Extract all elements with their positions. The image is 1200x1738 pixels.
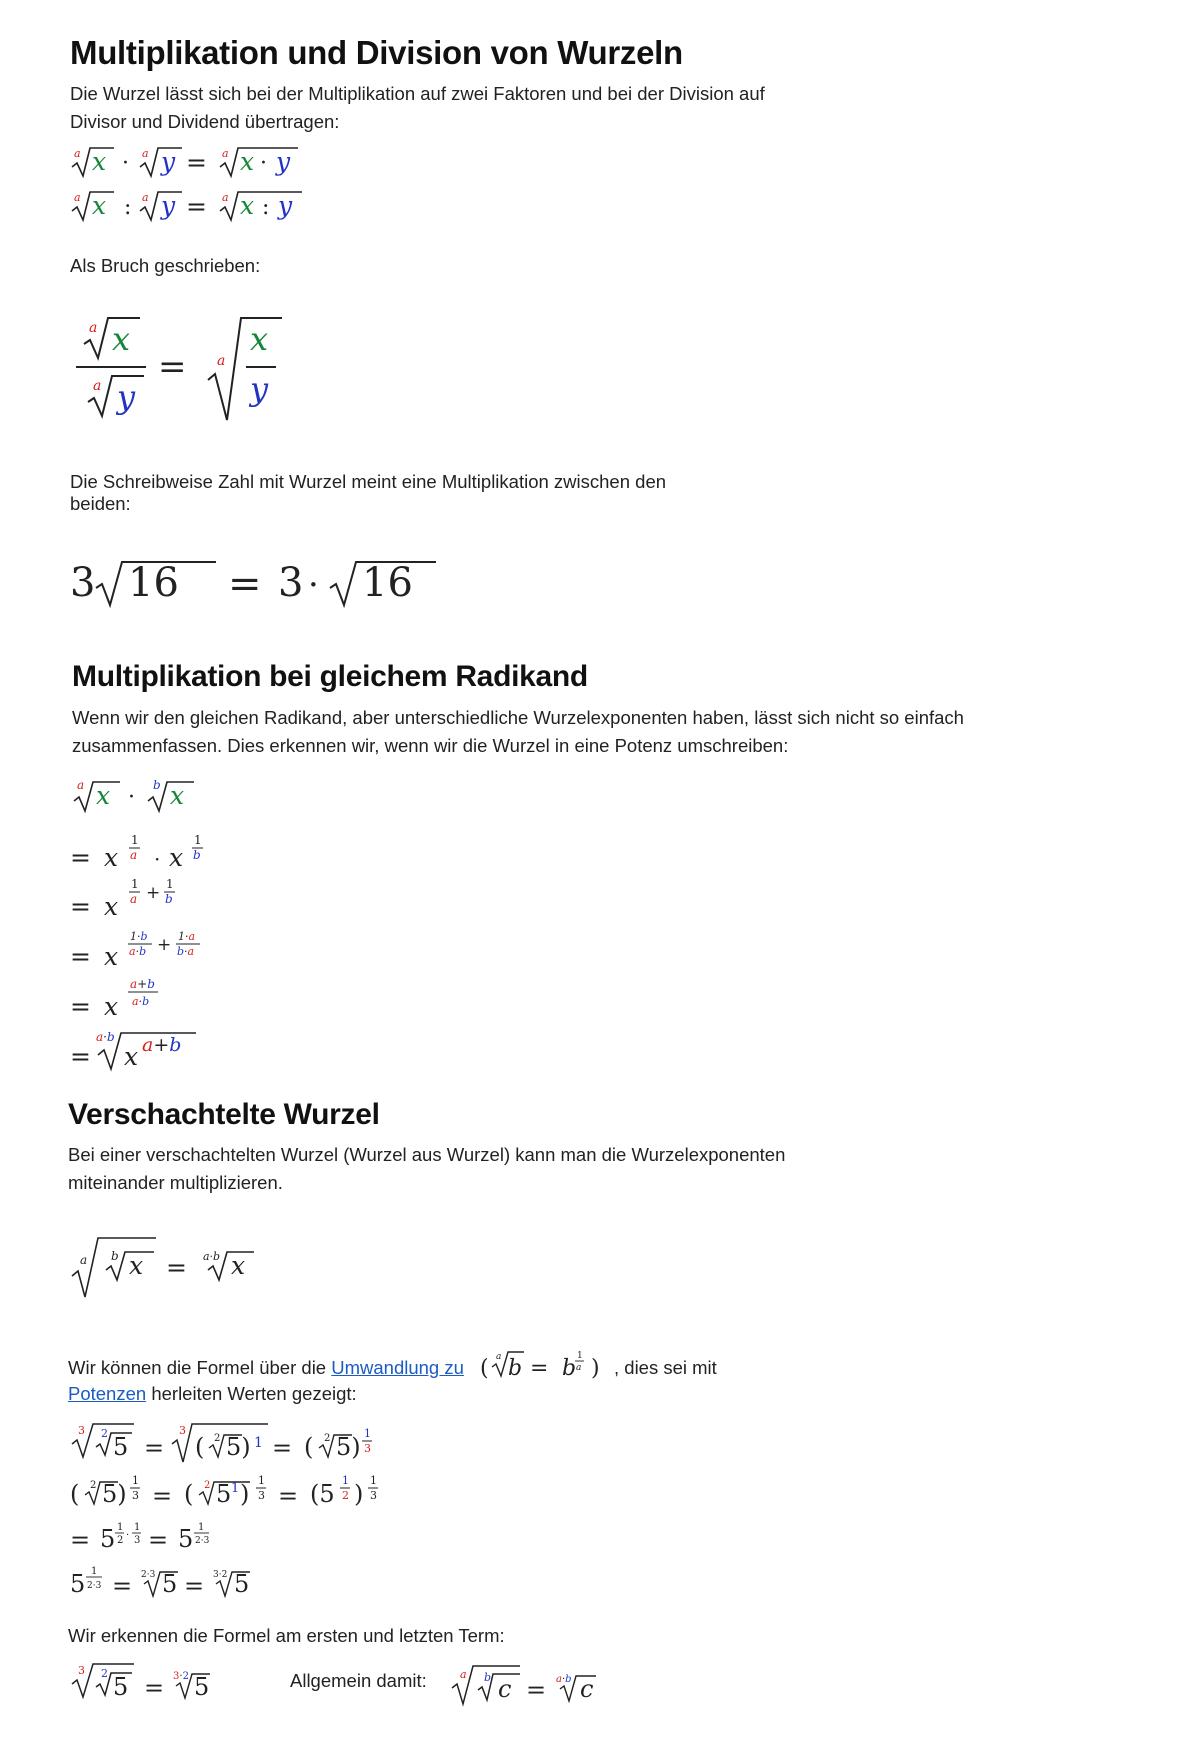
svg-text:x: x [170, 781, 185, 810]
svg-text:1·b: 1·b [130, 930, 148, 943]
svg-text:1: 1 [370, 1474, 377, 1487]
svg-text:a: a [222, 147, 229, 160]
svg-text:a: a [93, 378, 102, 394]
svg-text:3: 3 [258, 1489, 265, 1502]
svg-text:=: = [166, 1253, 187, 1282]
svg-text:2: 2 [324, 1433, 331, 1444]
svg-text:5: 5 [70, 1570, 86, 1598]
svg-text:5: 5 [234, 1570, 250, 1598]
svg-text:a: a [77, 778, 85, 792]
svg-text::: : [124, 195, 132, 220]
svg-text:16: 16 [128, 560, 179, 606]
svg-text:=: = [70, 992, 91, 1021]
svg-text:a: a [74, 191, 81, 204]
svg-text:y: y [117, 378, 136, 416]
formula-root-to-power [478, 1343, 610, 1385]
svg-text:2: 2 [101, 1427, 108, 1440]
svg-text:b: b [484, 1671, 492, 1684]
svg-text:2: 2 [214, 1433, 221, 1444]
svg-text:x: x [240, 147, 255, 176]
formula-mult-div [70, 140, 330, 235]
svg-text:3: 3 [78, 1424, 85, 1437]
svg-text:x: x [96, 781, 111, 810]
svg-text:5: 5 [113, 1433, 129, 1461]
svg-text:·: · [308, 565, 319, 605]
svg-text:2·3: 2·3 [87, 1581, 102, 1591]
svg-text:2: 2 [204, 1480, 211, 1491]
svg-text:2: 2 [117, 1535, 124, 1546]
svg-text:x: x [240, 191, 255, 220]
svg-text:b: b [165, 892, 173, 906]
svg-text:a·b: a·b [203, 1250, 221, 1263]
svg-text:a: a [460, 1668, 467, 1681]
intro-line-2: Divisor und Dividend übertragen: [70, 111, 340, 132]
svg-text:a: a [130, 892, 138, 906]
svg-text:b: b [508, 1356, 523, 1381]
svg-text:=: = [272, 1434, 293, 1462]
svg-text:(: ( [480, 1356, 489, 1381]
formula-multiplication [72, 147, 298, 177]
svg-text:x: x [92, 191, 107, 220]
svg-text:3: 3 [134, 1535, 141, 1546]
svg-text:(5: (5 [310, 1480, 335, 1508]
svg-text:c: c [580, 1675, 594, 1703]
svg-text:5: 5 [194, 1673, 210, 1701]
svg-text:b: b [111, 1249, 119, 1263]
svg-text:=: = [184, 1572, 205, 1600]
svg-text:y: y [250, 370, 269, 408]
svg-text:1·a: 1·a [178, 930, 196, 943]
fraction-label: Als Bruch geschrieben: [70, 255, 261, 276]
svg-text:y: y [161, 191, 176, 220]
formula-same-radicand [68, 775, 328, 1075]
svg-text:1: 1 [134, 1522, 141, 1533]
potenzen-link[interactable]: Potenzen [68, 1383, 147, 1404]
nested-root-line-2: miteinander multiplizieren. [68, 1172, 283, 1193]
formula-derivation-steps [68, 1420, 488, 1608]
svg-text:5: 5 [113, 1673, 129, 1701]
svg-text:·: · [122, 151, 129, 176]
number-root-text [70, 468, 970, 518]
svg-text:b: b [562, 1356, 577, 1381]
svg-text:1: 1 [166, 877, 174, 891]
svg-text:+: + [157, 935, 172, 955]
svg-text:·: · [128, 785, 135, 810]
svg-text:1: 1 [254, 1435, 263, 1451]
svg-text:1: 1 [117, 1522, 124, 1533]
svg-text:5): 5) [102, 1480, 127, 1508]
svg-text:x: x [104, 992, 119, 1021]
number-root-line-2: beiden: [70, 493, 131, 514]
formula-number-root [68, 550, 413, 620]
svg-text:b: b [153, 778, 161, 792]
svg-text:=: = [186, 192, 207, 221]
svg-text:=: = [112, 1572, 133, 1600]
svg-text:1: 1 [577, 1351, 583, 1361]
svg-text:2·3: 2·3 [195, 1536, 210, 1546]
svg-text:a: a [496, 1352, 502, 1362]
svg-text:a+b: a+b [130, 977, 155, 991]
nested-root-line-1: Bei einer verschachtelten Wurzel (Wurzel aus Wurzel) kann man die Wurzelexponenten [68, 1144, 786, 1165]
svg-text:1: 1 [198, 1522, 205, 1533]
svg-text:=: = [152, 1482, 173, 1510]
svg-text:(: ( [304, 1433, 314, 1461]
conversion-link[interactable]: Umwandlung zu [331, 1357, 464, 1378]
svg-text:·: · [154, 847, 161, 871]
svg-text:a: a [142, 191, 149, 204]
svg-text:=: = [526, 1676, 547, 1704]
derivation-text [68, 1354, 488, 1382]
svg-text:3·2: 3·2 [213, 1570, 228, 1580]
svg-text:=: = [228, 561, 262, 607]
svg-text:+: + [146, 883, 161, 903]
svg-text:·: · [260, 151, 267, 176]
same-radicand-line-2: zusammenfassen. Dies erkennen wir, wenn wir die Wurzel in eine Potenz umschreiben: [72, 735, 789, 756]
intro-line-1: Die Wurzel lässt sich bei der Multiplikation auf zwei Faktoren und bei der Division auf [70, 83, 765, 104]
svg-text:3: 3 [132, 1489, 139, 1502]
svg-text:5): 5) [336, 1433, 361, 1461]
svg-text:=: = [70, 942, 91, 971]
intro-text [70, 80, 970, 136]
svg-text:a·b: a·b [96, 1030, 115, 1044]
svg-text:=: = [70, 843, 91, 872]
svg-text:1: 1 [91, 1566, 98, 1577]
svg-text:5: 5 [178, 1525, 194, 1553]
svg-text:a: a [130, 848, 138, 862]
svg-text:5): 5) [226, 1433, 251, 1461]
svg-text:x: x [129, 1251, 144, 1280]
svg-text:2: 2 [342, 1489, 349, 1502]
svg-text:x: x [250, 320, 269, 358]
svg-text:x: x [231, 1251, 246, 1280]
svg-text:(: ( [195, 1433, 205, 1461]
svg-text:=: = [186, 148, 207, 177]
svg-text:=: = [144, 1674, 165, 1702]
svg-text:(: ( [70, 1480, 80, 1508]
svg-text:a·b: a·b [132, 995, 150, 1008]
svg-text:x: x [92, 147, 107, 176]
svg-text:16: 16 [362, 560, 413, 606]
svg-text:5: 5 [100, 1525, 116, 1553]
formula-nested-root [68, 1232, 288, 1302]
svg-text:y: y [276, 147, 291, 176]
svg-text:y: y [278, 191, 293, 220]
svg-text:2: 2 [101, 1667, 108, 1680]
svg-text:a: a [142, 147, 149, 160]
svg-text:5: 5 [162, 1570, 178, 1598]
svg-text:=: = [144, 1434, 165, 1462]
svg-text:b: b [193, 848, 201, 862]
svg-text:a: a [222, 191, 229, 204]
svg-text:x: x [104, 892, 119, 921]
same-radicand-line-1: Wenn wir den gleichen Radikand, aber unterschiedliche Wurzelexponenten haben, lässt sich nicht so einfach [72, 707, 964, 728]
recognize-text: Wir erkennen die Formel am ersten und letzten Term: [68, 1625, 505, 1646]
svg-text:): ) [240, 1480, 250, 1508]
svg-text:1: 1 [194, 833, 202, 847]
svg-text:3·2: 3·2 [173, 1671, 189, 1682]
svg-text:a·b: a·b [556, 1674, 572, 1685]
svg-text:3: 3 [370, 1489, 377, 1502]
svg-text:=: = [70, 1042, 91, 1071]
formula-fraction [70, 310, 330, 430]
svg-text:3: 3 [278, 560, 304, 606]
svg-text:2·3: 2·3 [141, 1570, 156, 1580]
general-label: Allgemein damit: [290, 1670, 427, 1691]
svg-text:=: = [70, 892, 91, 921]
svg-text:5: 5 [216, 1480, 232, 1508]
svg-text:1: 1 [231, 1481, 240, 1496]
number-root-line-1: Die Schreibweise Zahl mit Wurzel meint eine Multiplikation zwischen den [70, 471, 667, 492]
svg-text:(: ( [184, 1480, 194, 1508]
svg-text:3: 3 [78, 1664, 85, 1677]
formula-general [448, 1656, 608, 1712]
section-title-same-radicand: Multiplikation bei gleichem Radikand [72, 660, 588, 693]
svg-text:1: 1 [132, 1474, 139, 1487]
svg-text:·: · [126, 1530, 130, 1541]
svg-text:1: 1 [364, 1427, 371, 1440]
svg-text::: : [262, 195, 270, 220]
derivation-line-2-text: herleiten Werten gezeigt: [146, 1383, 357, 1404]
svg-text:1: 1 [131, 877, 139, 891]
svg-text:3: 3 [70, 560, 96, 606]
svg-text:a+b: a+b [142, 1034, 182, 1056]
svg-text:x: x [104, 843, 119, 872]
derivation-prefix: Wir können die Formel über die [68, 1357, 332, 1378]
svg-text:a: a [576, 1363, 582, 1373]
derivation-suffix: , dies sei mit [614, 1357, 717, 1378]
svg-text:3: 3 [179, 1424, 186, 1437]
svg-text:): ) [354, 1480, 364, 1508]
svg-text:a: a [89, 320, 98, 336]
svg-text:3: 3 [364, 1442, 371, 1455]
svg-text:a: a [217, 353, 226, 369]
svg-text:=: = [148, 1526, 169, 1554]
svg-text:x: x [112, 320, 131, 358]
svg-text:a: a [80, 1253, 88, 1267]
svg-text:a: a [74, 147, 81, 160]
svg-text:c: c [498, 1675, 512, 1703]
section-title-nested-root: Verschachtelte Wurzel [68, 1098, 380, 1131]
nested-root-text [68, 1141, 968, 1197]
same-radicand-text [72, 704, 1152, 760]
page-title: Multiplikation und Division von Wurzeln [70, 34, 683, 71]
svg-text:=: = [158, 347, 187, 387]
svg-text:): ) [591, 1356, 600, 1381]
svg-text:1: 1 [131, 833, 139, 847]
formula-first-last-term [68, 1660, 228, 1710]
formula-division [72, 191, 302, 221]
svg-text:x: x [169, 843, 184, 872]
svg-text:2: 2 [90, 1480, 97, 1491]
svg-text:a·b: a·b [129, 945, 147, 958]
svg-text:b·a: b·a [177, 945, 195, 958]
svg-text:=: = [278, 1482, 299, 1510]
svg-text:=: = [70, 1526, 91, 1554]
svg-text:x: x [124, 1042, 139, 1071]
svg-text:=: = [530, 1356, 549, 1381]
svg-text:x: x [104, 942, 119, 971]
svg-text:1: 1 [258, 1474, 265, 1487]
svg-text:1: 1 [342, 1474, 349, 1487]
derivation-line-2 [68, 1380, 357, 1408]
svg-text:y: y [161, 147, 176, 176]
